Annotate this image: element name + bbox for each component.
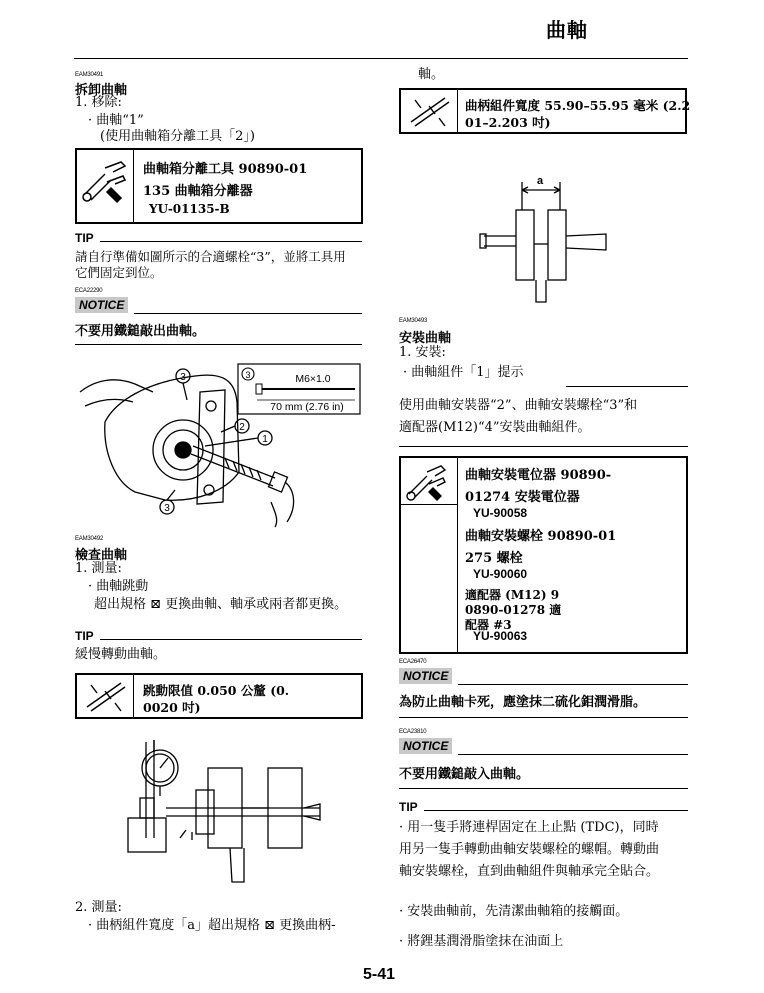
crankcase-separator-figure [75, 362, 365, 527]
callout-2: 2 [239, 422, 245, 433]
bullet-text: · 曲柄組件寬度「a」超出規格 ⊠ 更換曲柄- [88, 918, 336, 933]
page-number: 5-41 [363, 966, 396, 983]
runout-spec-box [75, 673, 363, 719]
tip-text: · 安裝曲軸前，先清潔曲軸箱的接觸面。 [399, 904, 629, 919]
notice-rule [458, 684, 688, 685]
bullet-text: · 曲軸跳動 [88, 579, 149, 594]
spec-line: 曲柄組件寬度 55.90–55.95 毫米 (2.2 [465, 98, 691, 113]
bullet-note: (使用曲軸箱分離工具「2」) [100, 129, 255, 144]
tip-label: TIP [75, 231, 94, 245]
short-rule [566, 386, 688, 387]
notice-text: 不要用鐵鎚敲出曲軸。 [75, 324, 206, 339]
width-spec-box [399, 88, 691, 134]
caliper-icon [401, 90, 457, 132]
runout-dial-gauge-figure [120, 738, 330, 888]
notice-rule [458, 754, 688, 755]
tip-rule [424, 810, 688, 811]
tool-line: YU-01135-B [149, 202, 230, 216]
bolt-length: 70 mm (2.76 in) [270, 401, 344, 413]
step-text: 1. 移除: [75, 95, 122, 110]
tool-icon-cell [401, 458, 458, 505]
caliper-icon [77, 675, 133, 717]
section-code: EAM30493 [399, 318, 428, 324]
notice-label: NOTICE [399, 668, 452, 684]
section-heading-install: 安裝曲軸 [399, 331, 452, 346]
notice-bottom-rule [399, 717, 688, 718]
section-heading-remove: 拆卸曲軸 [75, 83, 128, 98]
tool-line: 0890-01278 適 [465, 603, 562, 617]
tool-line: YU-90063 [473, 629, 528, 643]
section-code: EAM30491 [75, 72, 104, 78]
tool-line: YU-90060 [473, 567, 528, 581]
tool-icon-cell [77, 150, 134, 222]
notice-code: ECA26470 [399, 659, 427, 665]
dimension-a-label: a [536, 175, 544, 187]
tip-text: 緩慢轉動曲軸。 [75, 647, 167, 662]
bullet-note: 超出規格 ⊠ 更換曲軸、軸承或兩者都更換。 [94, 597, 348, 612]
tool-line: 曲軸安裝電位器 90890- [465, 468, 612, 483]
callout-3-top: 3 [180, 372, 186, 383]
section-rule [399, 446, 688, 447]
tool-line: YU-90058 [473, 506, 528, 520]
section-heading-check: 檢查曲軸 [75, 548, 128, 563]
notice-text: 不要用鐵鎚敲入曲軸。 [399, 767, 530, 782]
tip-text: · 將鋰基潤滑脂塗抹在油面上 [399, 934, 564, 949]
step-text: 2. 測量: [75, 900, 122, 915]
notice-bottom-rule [75, 344, 362, 345]
tip-text: · 用一隻手將連桿固定在上止點 (TDC)，同時 [399, 820, 659, 835]
step-text: 1. 安裝: [399, 345, 446, 360]
tip-text: 它們固定到位。 [75, 265, 163, 280]
tool-line: 275 螺栓 [465, 551, 523, 566]
notice-label: NOTICE [75, 297, 128, 313]
tool-line: 曲軸箱分離工具 90890-01 [143, 162, 308, 177]
notice-text: 為防止曲軸卡死，應塗抹二硫化鉬潤滑脂。 [399, 695, 647, 710]
notice-code: ECA22290 [75, 288, 103, 294]
continued-text: 軸。 [418, 67, 445, 82]
bolt-spec: M6×1.0 [295, 373, 331, 385]
body-text: 使用曲軸安裝器“2”、曲軸安裝螺栓“3”和 [399, 398, 638, 413]
callout-3-bottom: 3 [164, 503, 170, 514]
tool-divider [457, 504, 458, 654]
body-text: 適配器(M12)“4”安裝曲軸組件。 [399, 420, 591, 435]
bullet-text: · 曲軸組件「1」提示 [403, 365, 524, 380]
page-title: 曲軸 [546, 18, 588, 42]
section-code: EAM30492 [75, 536, 104, 542]
install-tool-box [399, 456, 688, 654]
notice-label: NOTICE [399, 738, 452, 754]
bullet-text: · 曲軸“1” [88, 113, 144, 128]
tip-label: TIP [399, 800, 418, 814]
tip-text: 請自行準備如圖所示的合適螺栓“3”，並將工具用 [75, 249, 346, 264]
tool-line: 曲軸安裝螺栓 90890-01 [465, 529, 617, 544]
tip-rule [100, 639, 362, 640]
notice-code: ECA23810 [399, 729, 427, 735]
tip-text: 軸安裝螺栓，直到曲軸組件與軸承完全貼合。 [399, 864, 660, 879]
bolt-callout: 3 [245, 370, 251, 380]
tip-rule [100, 241, 362, 242]
tip-label: TIP [75, 629, 94, 643]
notice-rule [134, 313, 362, 314]
tip-text: 用另一隻手轉動曲軸安裝螺栓的螺帽。轉動曲 [399, 842, 660, 857]
spec-line: 0020 吋) [143, 700, 201, 715]
header-rule [74, 58, 688, 59]
tool-line: 配器 #3 [465, 618, 512, 632]
callout-1: 1 [262, 434, 268, 445]
spec-icon-cell [77, 675, 134, 717]
step-text: 1. 測量: [75, 561, 122, 576]
spec-line: 01–2.203 吋) [465, 115, 551, 130]
notice-bottom-rule [399, 788, 688, 789]
spec-icon-cell [401, 90, 458, 132]
wrench-icon [401, 458, 457, 504]
tool-line: 135 曲軸箱分離器 [143, 184, 253, 199]
spec-line: 跳動限值 0.050 公釐 (0. [143, 683, 290, 698]
tool-line: 01274 安裝電位器 [465, 490, 580, 505]
wrench-icon [77, 150, 133, 222]
crank-width-figure [480, 170, 610, 310]
tool-line: 適配器 (M12) 9 [465, 588, 560, 602]
tool-spec-box [75, 148, 363, 224]
